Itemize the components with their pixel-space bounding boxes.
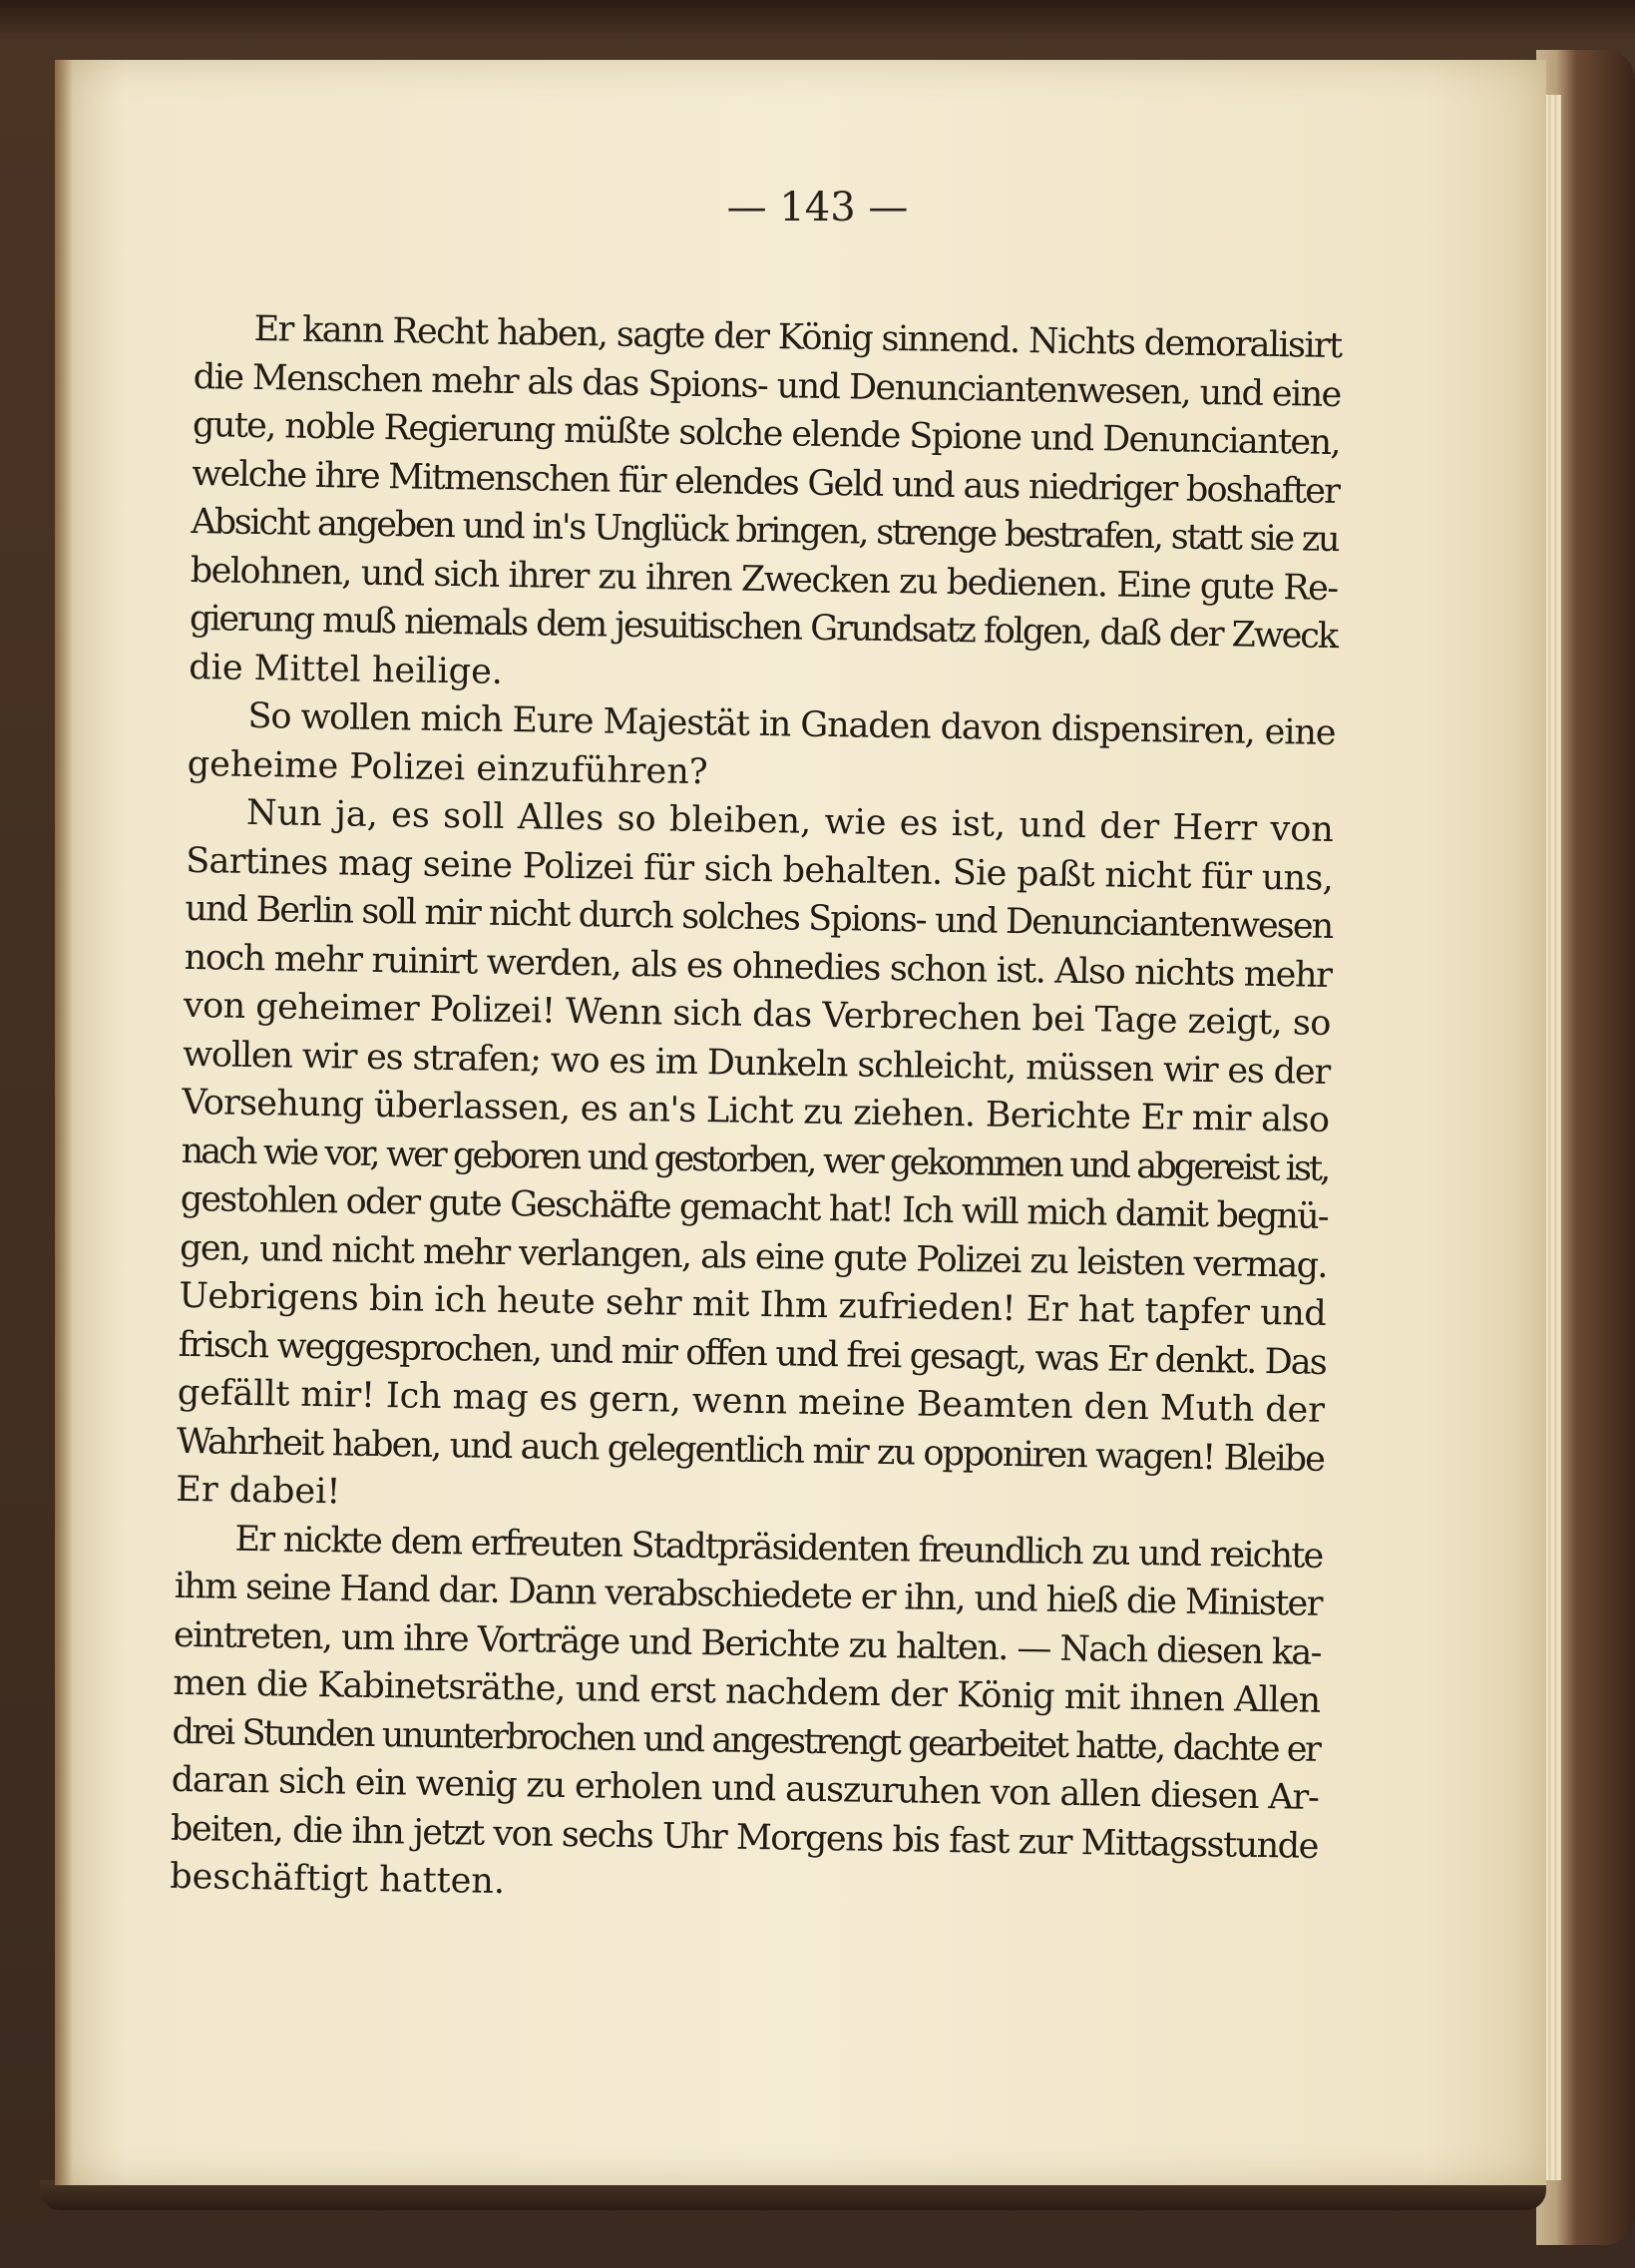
text-line: eintreten, um ihre Vorträge und Berichte zu halten. — Nach diesen ka- xyxy=(173,1614,1322,1673)
text-line: ihm seine Hand dar. Dann verabschiedete er ihn, und hieß die Minister xyxy=(174,1566,1322,1624)
text-line: Absicht angeben und in's Unglück bringen, strenge bestrafen, statt sie zu xyxy=(191,501,1339,561)
text-line: Wahrheit haben, und auch gelegentlich mir zu opponiren wagen! Bleibe xyxy=(176,1421,1325,1480)
text-line: beschäftigt hatten. xyxy=(169,1856,506,1903)
text-line: noch mehr ruinirt werden, als es ohnedies schon ist. Also nichts mehr xyxy=(184,937,1332,996)
text-line: Er dabei! xyxy=(176,1469,341,1513)
page-number-header: — 143 — xyxy=(726,185,909,230)
text-line: Sartines mag seine Polizei für sich behalten. Sie paßt nicht für uns, xyxy=(185,840,1334,899)
text-line: frisch weggesprochen, und mir offen und frei gesagt, was Er denkt. Das xyxy=(178,1324,1327,1383)
text-line: gestohlen oder gute Geschäfte gemacht hat! Ich will mich damit begnü- xyxy=(180,1178,1329,1237)
text-line: welche ihre Mitmenschen für elendes Geld und aus niedriger boshafter xyxy=(192,453,1340,512)
text-line: die Menschen mehr als das Spions- und Denunciantenwesen, und eine xyxy=(193,356,1342,415)
text-line: drei Stunden ununterbrochen und angestrengt gearbeitet hatte, dachte er xyxy=(172,1711,1320,1770)
page-gutter xyxy=(55,60,73,2185)
text-line: geheime Polizei einzuführen? xyxy=(187,743,708,792)
text-line: gen, und nicht mehr verlangen, als eine gute Polizei zu leisten vermag. xyxy=(179,1227,1328,1286)
paragraph-3 xyxy=(176,788,1334,1532)
text-line: belohnen, und sich ihrer zu ihren Zwecken zu bedienen. Eine gute Re- xyxy=(190,550,1338,609)
paragraph-4 xyxy=(170,1514,1323,1919)
text-line: beiten, die ihn jetzt von sechs Uhr Morgens bis fast zur Mittagsstunde xyxy=(170,1808,1319,1867)
text-line: Er nickte dem erfreuten Stadtpräsidenten freundlich zu und reichte xyxy=(234,1519,1323,1577)
text-line: von geheimer Polizei! Wenn sich das Verbrechen bei Tage zeigt, so xyxy=(183,985,1332,1044)
text-line: und Berlin soll mir nicht durch solches Spions- und Denunciantenwesen xyxy=(185,888,1333,947)
text-line: wollen wir es strafen; wo es im Dunkeln schleicht, müssen wir es der xyxy=(182,1034,1331,1093)
text-line: Uebrigens bin ich heute sehr mit Ihm zufrieden! Er hat tapfer und xyxy=(179,1275,1327,1334)
text-line: nach wie vor, wer geboren und gestorben, wer gekommen und abgereist ist, xyxy=(181,1131,1329,1189)
text-line: gute, noble Regierung müßte solche elende Spione und Denuncianten, xyxy=(192,404,1341,464)
text-line: Er kann Recht haben, sagte der König sinnend. Nichts demoralisirt xyxy=(253,308,1342,367)
paragraph-2 xyxy=(187,691,1335,806)
text-line: gierung muß niemals dem jesuitischen Grundsatz folgen, daß der Zweck xyxy=(189,598,1338,658)
paragraph-1 xyxy=(189,304,1342,709)
text-line: Vorsehung überlassen, es an's Licht zu ziehen. Berichte Er mir also xyxy=(182,1082,1330,1140)
text-line: So wollen mich Eure Majestät in Gnaden davon dispensiren, eine xyxy=(247,695,1336,754)
text-line: die Mittel heilige. xyxy=(188,647,504,692)
text-line: daran sich ein wenig zu erholen und auszuruhen von allen diesen Ar- xyxy=(171,1759,1319,1818)
page-text xyxy=(170,304,1342,1919)
text-line: men die Kabinetsräthe, und erst nachdem der König mit ihnen Allen xyxy=(172,1662,1321,1721)
text-line: gefällt mir! Ich mag es gern, wenn meine Beamten den Muth der xyxy=(177,1372,1326,1431)
text-line: Nun ja, es soll Alles so bleiben, wie es ist, und der Herr von xyxy=(245,792,1335,850)
